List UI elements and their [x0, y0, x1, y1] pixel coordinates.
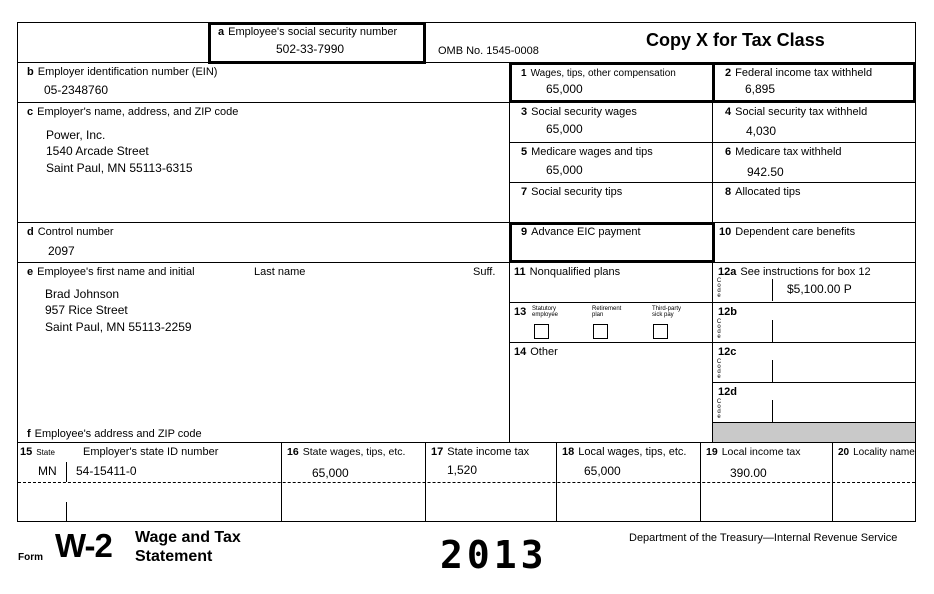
box4-label: 4 Social security tax withheld — [725, 106, 868, 118]
form-word: Form — [18, 552, 43, 563]
box14-label: 14 Other — [514, 346, 558, 358]
box8-label: 8 Allocated tips — [725, 186, 801, 198]
box12c-label: 12c — [718, 346, 737, 358]
employee-address-label: f Employee's address and ZIP code — [27, 428, 202, 440]
retirement-plan-checkbox[interactable] — [593, 324, 608, 339]
box7-label: 7 Social security tips — [521, 186, 623, 198]
omb-number: OMB No. 1545-0008 — [438, 45, 539, 57]
third-party-sick-pay-checkbox[interactable] — [653, 324, 668, 339]
box5-value: 65,000 — [546, 163, 583, 177]
state-id: 54-15411-0 — [76, 464, 137, 478]
box5-label: 5 Medicare wages and tips — [521, 146, 653, 158]
control-number: 2097 — [48, 244, 75, 258]
statutory-employee-checkbox[interactable] — [534, 324, 549, 339]
box2-value: 6,895 — [745, 82, 776, 96]
dept-treasury: Department of the Treasury—Internal Revenue Service — [629, 532, 898, 544]
box12c-code-label: C o d e — [716, 359, 722, 380]
box9-label: 9 Advance EIC payment — [521, 226, 641, 238]
employer-city: Saint Paul, MN 55113-6315 — [46, 161, 193, 175]
box2-label: 2 Federal income tax withheld — [725, 67, 873, 79]
box6-value: 942.50 — [747, 165, 784, 179]
box12d-label: 12d — [718, 386, 737, 398]
control-number-label: d Control number — [27, 226, 114, 238]
box13-label: 13 — [514, 306, 527, 318]
box1-label: 1 Wages, tips, other compensation — [521, 68, 676, 79]
ein-label: b Employer identification number (EIN) — [27, 66, 218, 78]
employee-city: Saint Paul, MN 55113-2259 — [45, 320, 192, 334]
employee-ssn: 502-33-7990 — [276, 42, 345, 56]
box11-label: 11 Nonqualified plans — [514, 266, 621, 278]
box19-value: 390.00 — [730, 466, 767, 480]
box6-label: 6 Medicare tax withheld — [725, 146, 842, 158]
statutory-employee-label: Statutory employee — [532, 306, 559, 318]
box19-label: 19 Local income tax — [706, 446, 801, 458]
retirement-plan-label: Retirement plan — [592, 306, 622, 318]
box12d-code-label: C o d e — [716, 399, 722, 420]
last-name-label: Last name — [254, 266, 306, 278]
ein-value: 05-2348760 — [44, 83, 109, 97]
box10-label: 10 Dependent care benefits — [719, 226, 856, 238]
box18-value: 65,000 — [584, 464, 621, 478]
form-id: W-2 — [55, 527, 112, 564]
box12a-label: 12a See instructions for box 12 — [718, 266, 871, 278]
box15-label: 15 State — [20, 446, 55, 458]
suffix-label: Suff. — [473, 266, 496, 278]
employer-name: Power, Inc. — [46, 128, 106, 142]
box18-label: 18 Local wages, tips, etc. — [562, 446, 687, 458]
box20-label: 20 Locality name — [838, 447, 915, 458]
employee-name: Brad Johnson — [45, 287, 120, 301]
form-title: Wage and Tax Statement — [135, 529, 241, 565]
box12a-code-label: C o d e — [716, 278, 722, 299]
box1-value: 65,000 — [546, 82, 583, 96]
tax-year: 2013 — [440, 533, 548, 577]
box12a-value: $5,100.00 P — [787, 282, 852, 296]
box17-label: 17 State income tax — [431, 446, 530, 458]
box12b-code-label: C o d e — [716, 319, 722, 340]
box3-label: 3 Social security wages — [521, 106, 637, 118]
box12b-label: 12b — [718, 306, 737, 318]
third-party-sick-pay-label: Third-party sick pay — [652, 306, 682, 318]
employer-street: 1540 Arcade Street — [46, 144, 149, 158]
box16-value: 65,000 — [312, 466, 349, 480]
box3-value: 65,000 — [546, 122, 583, 136]
box4-value: 4,030 — [746, 124, 777, 138]
box17-value: 1,520 — [447, 463, 478, 477]
box16-label: 16 State wages, tips, etc. — [287, 446, 406, 458]
employer-name-label: c Employer's name, address, and ZIP code — [27, 106, 239, 118]
state-id-label: Employer's state ID number — [83, 446, 219, 458]
copy-designation: Copy X for Tax Class — [646, 30, 825, 50]
employee-street: 957 Rice Street — [45, 303, 128, 317]
employee-name-label: e Employee's first name and initial — [27, 266, 195, 278]
box-a-label: a Employee's social security number — [218, 26, 398, 38]
state-code: MN — [38, 464, 57, 478]
